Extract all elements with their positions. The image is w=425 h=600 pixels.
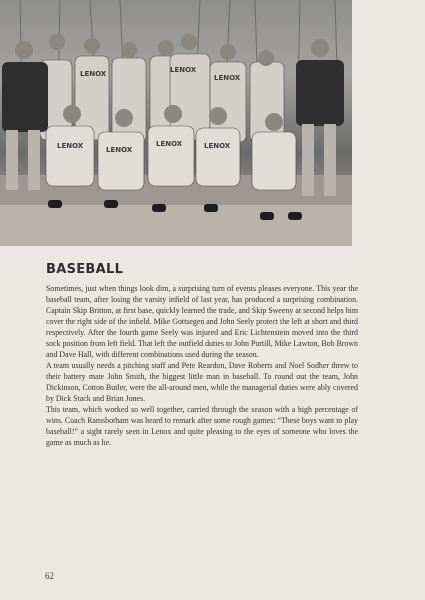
article-body	[46, 283, 358, 448]
jersey-lettering: LENOX	[80, 70, 107, 78]
jersey-lettering: LENOX	[170, 66, 197, 74]
jersey-lettering: LENOX	[106, 146, 133, 154]
team-photo-illustration	[0, 0, 352, 246]
jersey-lettering: LENOX	[204, 142, 231, 150]
article-title: BASEBALL	[46, 262, 124, 277]
page-number: 62	[45, 571, 54, 581]
article-paragraph: This team, which worked so well together, carried through the season with a high percentage of wins. Coach Ramsbotham was heard to remark after some rough games: “These boys want to play baseball!” a sight rarely seen in Lenox and quite pleasing to the eyes of someone who loves the game as much as he.	[46, 405, 358, 447]
team-photo	[0, 0, 352, 246]
jersey-lettering: LENOX	[214, 74, 241, 82]
jersey-lettering: LENOX	[156, 140, 183, 148]
jersey-lettering: LENOX	[57, 142, 84, 150]
article-paragraph: Sometimes, just when things look dim, a surprising turn of events pleases everyone. This year the baseball team, after losing the varsity infield of last year, has produced a surprising combination. Captain Skip Britton, at first base, quickly learned the trade, and Skip Sweeny at second helps him cover the right side of the infield. Mike Gottsegen and John Seely protect the left at short and third respectively. After the fourth game Seely was injured and Eric Lichtenstein moved into the third sock position from left field. That left the outfield duties to John Purtill, Mike Lawton, Bob Brown and Dave Hall, with different combinations used during the season.	[46, 284, 358, 359]
article-paragraph: A team usually needs a pitching staff and Pete Reardon, Dave Roberts and Noel Sodher threw to their battery mate John Smith, the biggest little man in baseball. To round out the team, John Dickinson, Cotton Butler, were the all-around men, while the managerial duties were ably covered by Dick Stack and Brian Jones.	[46, 361, 358, 403]
